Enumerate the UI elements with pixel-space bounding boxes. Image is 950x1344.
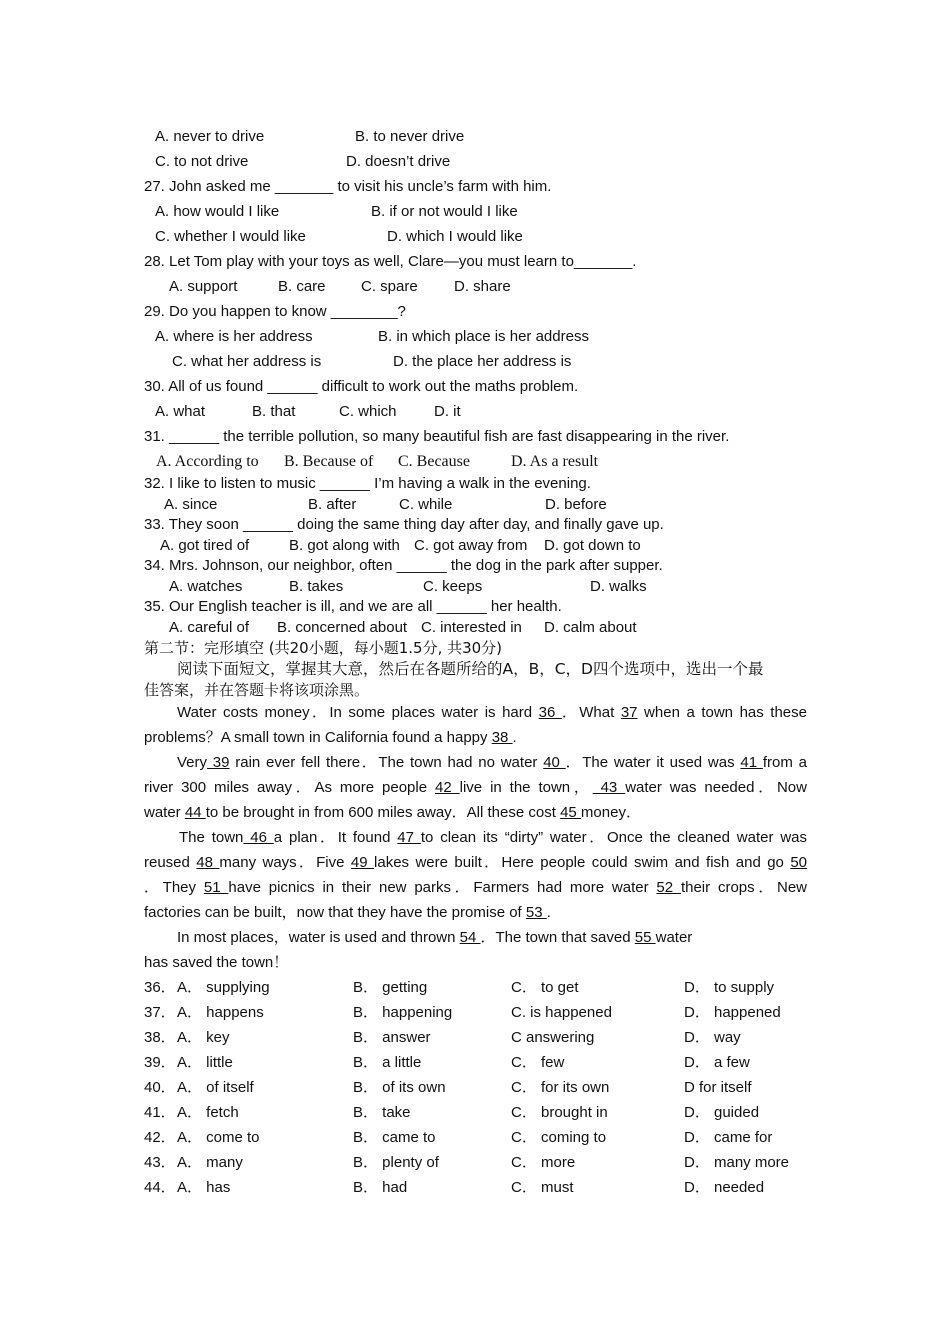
cloze-43-d: D． many more [684,1154,790,1171]
q34-option-a: A. watches [169,578,243,595]
passage-line: reused 48 many ways．Five 49 lakes were built．Here people could swim and fish and go 50 [144,854,808,871]
cloze-38-c: C answering [511,1029,595,1046]
cloze-39-c: C． few [511,1054,565,1071]
cloze-43-b: B． plenty of [353,1154,439,1171]
blank-37: 37 [620,704,638,721]
blank-47: 47 [397,829,421,846]
cloze-38-d: D． way [684,1029,741,1046]
q26-option-d: D. doesn’t drive [346,153,451,170]
cloze-40-num: 40． [144,1079,176,1096]
passage-line: ．They 51 have picnics in their new parks．Farmers had more water 52 their crops．New [144,879,807,896]
passage-line: Water costs money．In some places water is hard 36 ．What 37 when a town has these [177,704,807,721]
cloze-36-num: 36． [144,979,176,996]
passage-line: problems？A small town in California found a happy 38 . [144,729,517,746]
cloze-38-a: A． key [177,1029,230,1046]
q35-option-a: A. careful of [169,619,250,636]
cloze-44-b: B． had [353,1179,408,1196]
q35-option-c: C. interested in [421,619,522,636]
passage-line: water 44 to be brought in from 600 miles away．All these cost 45 money． [144,804,641,821]
cloze-38-b: B． answer [353,1029,431,1046]
passage-line: Very 39 rain ever fell there．The town had no water 40 ．The water it used was 41 from a [177,754,807,771]
cloze-36-b: B． getting [353,979,428,996]
passage-line: factories can be built，now that they have the promise of 53 . [144,904,551,921]
cloze-39-d: D． a few [684,1054,750,1071]
cloze-40-b: B． of its own [353,1079,446,1096]
q30-option-d: D. it [434,403,461,420]
cloze-43-num: 43． [144,1154,176,1171]
cloze-41-num: 41． [144,1104,176,1121]
q28-option-a: A. support [169,278,238,295]
passage-line: The town 46 a plan．It found 47 to clean its “dirty” water．Once the cleaned water was [179,829,807,846]
cloze-41-a: A． fetch [177,1104,239,1121]
q28-option-c: C. spare [361,278,418,295]
cloze-42-b: B． came to [353,1129,436,1146]
cloze-44-d: D． needed [684,1179,765,1196]
cloze-40-d: D for itself [684,1079,752,1096]
q27-option-c: C. whether I would like [155,228,306,245]
q35-option-d: D. calm about [544,619,637,636]
q33-option-d: D. got down to [544,537,641,554]
q29-option-b: B. in which place is her address [378,328,589,345]
q34-option-c: C. keeps [423,578,483,595]
q28-option-b: B. care [278,278,326,295]
q31-option-d: D. As a result [511,453,599,470]
blank-53: 53 [525,904,547,921]
cloze-44-a: A． has [177,1179,231,1196]
cloze-40-a: A． of itself [177,1079,254,1096]
blank-44: 44 [184,804,206,821]
cloze-43-a: A． many [177,1154,243,1171]
blank-40: 40 [543,754,566,771]
cloze-38-num: 38． [144,1029,176,1046]
q33-option-b: B. got along with [289,537,400,554]
q32-option-c: C. while [399,496,453,513]
blank-55: 55 [634,929,656,946]
cloze-41-d: D． guided [684,1104,760,1121]
cloze-42-a: A． come to [177,1129,260,1146]
q27-option-a: A. how would I like [155,203,280,220]
q33-option-a: A. got tired of [160,537,250,554]
q35-option-b: B. concerned about [277,619,408,636]
q30-option-c: C. which [339,403,397,420]
cloze-43-c: C． more [511,1154,576,1171]
blank-46: 46 [243,829,274,846]
q33-stem: 33. They soon ______ doing the same thing day after day, and finally gave up. [144,516,664,533]
cloze-37-d: D． happened [684,1004,781,1021]
cloze-42-num: 42． [144,1129,176,1146]
q29-option-d: D. the place her address is [393,353,572,370]
cloze-42-d: D． came for [684,1129,773,1146]
q30-stem: 30. All of us found ______ difficult to work out the maths problem. [144,378,579,395]
cloze-41-b: B． take [353,1104,411,1121]
cloze-44-num: 44． [144,1179,176,1196]
blank-43: 43 [592,779,626,796]
blank-49: 49 [350,854,375,871]
q27-stem: 27. John asked me _______ to visit his uncle’s farm with him. [144,178,552,195]
q32-option-d: D. before [545,496,607,513]
q27-option-d: D. which I would like [387,228,523,245]
q28-option-d: D. share [454,278,511,295]
q34-option-b: B. takes [289,578,344,595]
blank-38: 38 [491,729,513,746]
q32-stem: 32. I like to listen to music ______ I’m having a walk in the evening. [144,475,591,492]
q34-stem: 34. Mrs. Johnson, our neighbor, often ______ the dog in the park after supper. [144,557,663,574]
passage-line: In most places，water is used and thrown 54 ．The town that saved 55 water [177,929,693,946]
cloze-39-b: B． a little [353,1054,422,1071]
cloze-39-a: A． little [177,1054,233,1071]
cloze-37-num: 37． [144,1004,176,1021]
blank-50: 50 [790,854,808,871]
cloze-44-c: C． must [511,1179,574,1196]
q33-option-c: C. got away from [414,537,528,554]
q27-option-b: B. if or not would I like [371,203,518,220]
blank-45: 45 [560,804,581,821]
cloze-37-a: A． happens [177,1004,264,1021]
q30-option-b: B. that [252,403,296,420]
q32-option-a: A. since [164,496,218,513]
cloze-36-d: D． to supply [684,979,775,996]
q26-option-b: B. to never drive [355,128,465,145]
cloze-37-c: C. is happened [511,1004,612,1021]
cloze-39-num: 39． [144,1054,176,1071]
blank-41: 41 [740,754,763,771]
cloze-36-a: A． supplying [177,979,270,996]
q29-option-c: C. what her address is [172,353,322,370]
section-heading: 第二节：完形填空 (共20小题，每小题1.5分, 共30分) [144,639,503,657]
q26-option-c: C. to not drive [155,153,249,170]
q29-option-a: A. where is her address [155,328,313,345]
cloze-36-c: C． to get [511,979,579,996]
blank-42: 42 [435,779,460,796]
q31-option-c: C. Because [398,453,470,470]
blank-51: 51 [203,879,229,896]
section-instruction-line1: 阅读下面短文，掌握其大意，然后在各题所给的A，B，C，D四个选项中，选出一个最 [177,660,764,678]
q28-stem: 28. Let Tom play with your toys as well, Clare—you must learn to_______. [144,253,637,270]
q29-stem: 29. Do you happen to know ________? [144,303,406,320]
q35-stem: 35. Our English teacher is ill, and we are all ______ her health. [144,598,562,615]
q31-option-b: B. Because of [284,453,374,470]
cloze-41-c: C． brought in [511,1104,608,1121]
cloze-37-b: B． happening [353,1004,453,1021]
q31-stem: 31. ______ the terrible pollution, so many beautiful fish are fast disappearing in the river. [144,428,730,445]
blank-39: 39 [207,754,230,771]
cloze-40-c: C． for its own [511,1079,610,1096]
blank-36: 36 [538,704,562,721]
q30-option-a: A. what [155,403,206,420]
q31-option-a: A. According to [156,453,259,470]
q34-option-d: D. walks [590,578,647,595]
q32-option-b: B. after [308,496,357,513]
blank-54: 54 [459,929,481,946]
passage-line: has saved the town！ [144,954,289,971]
q26-option-a: A. never to drive [155,128,265,145]
blank-48: 48 [196,854,220,871]
cloze-42-c: C． coming to [511,1129,607,1146]
blank-52: 52 [656,879,681,896]
passage-line: river 300 miles away．As more people 42 live in the town， 43 water was needed．Now [144,779,807,796]
section-instruction-line2: 佳答案，并在答题卡将该项涂黑。 [144,681,370,699]
